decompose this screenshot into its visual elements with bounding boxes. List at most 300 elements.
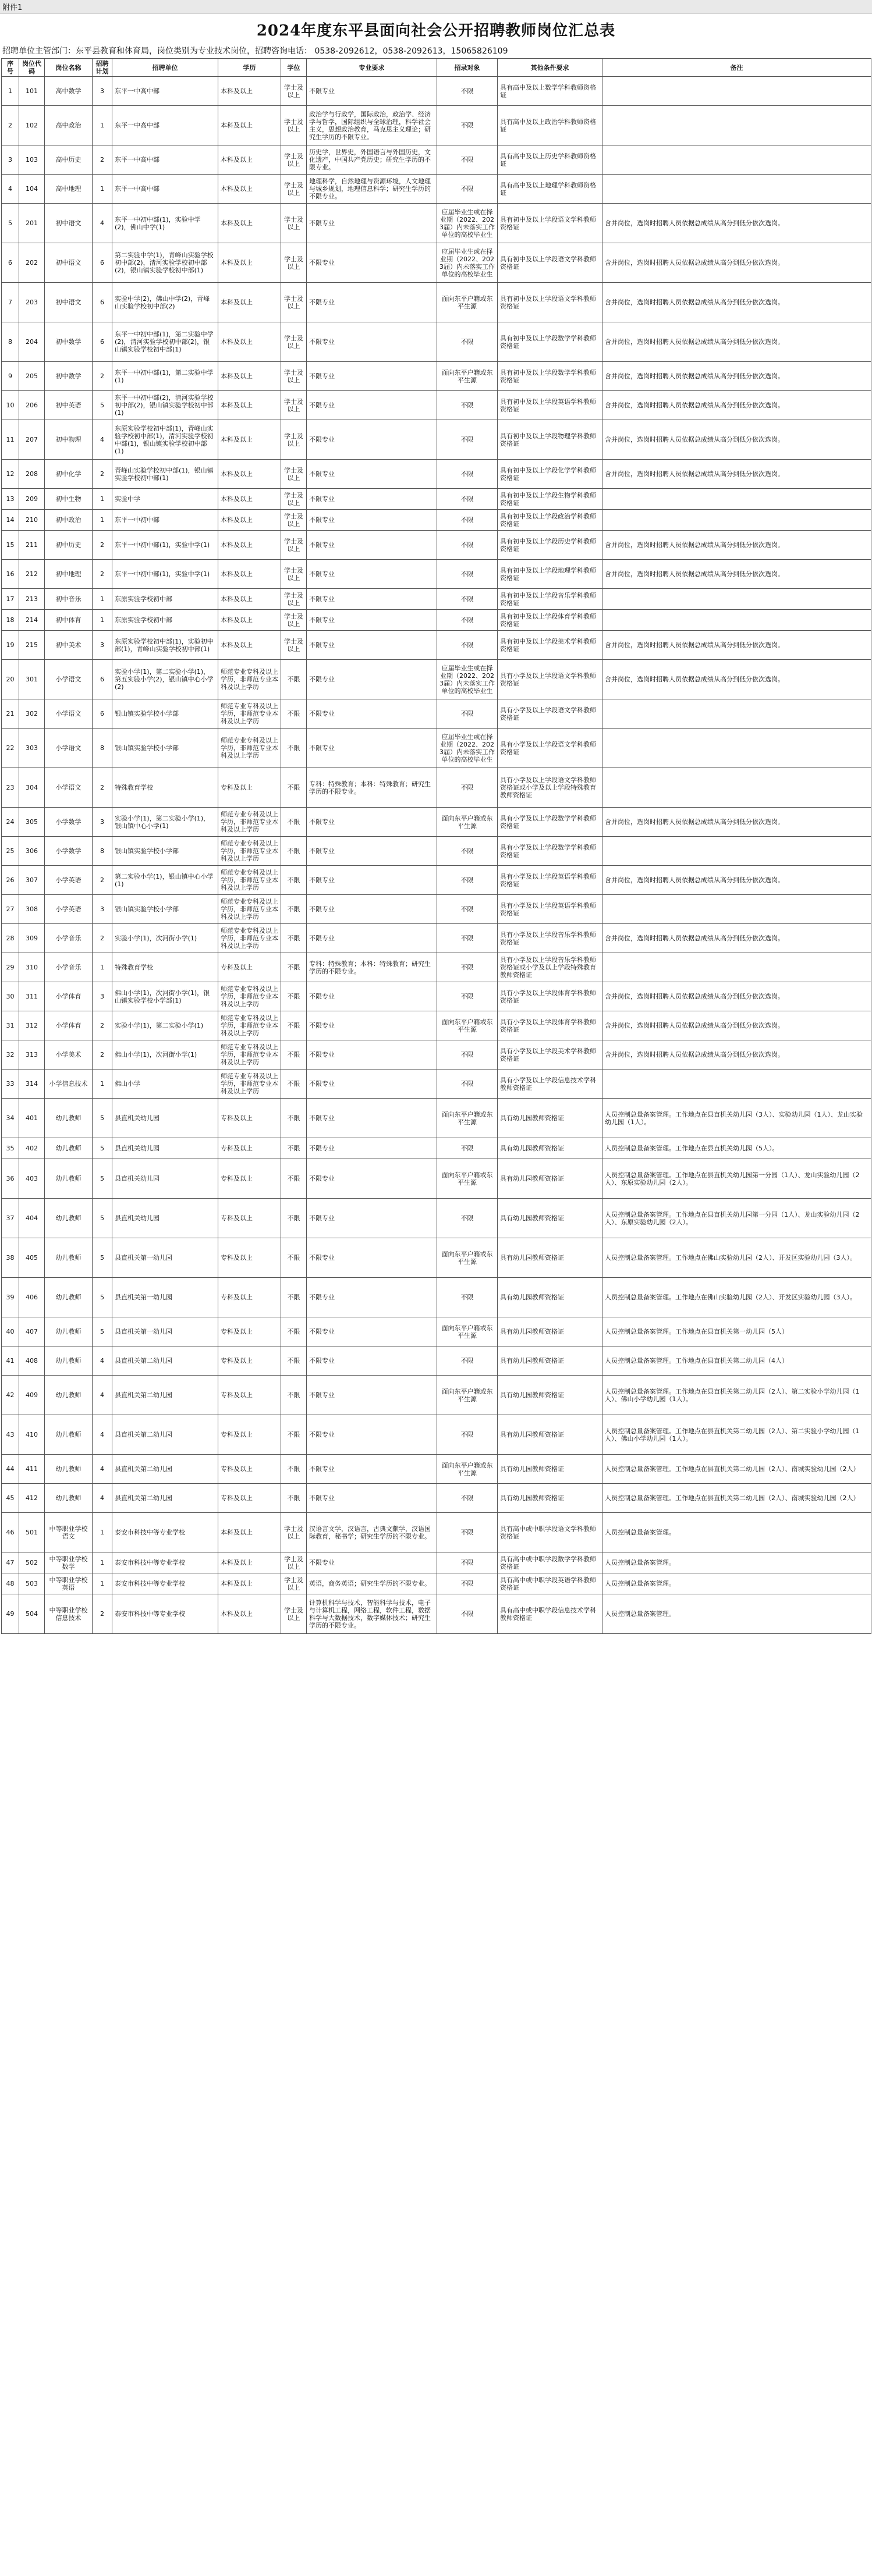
cell-code: 304 (19, 768, 45, 808)
cell-requirements: 具有小学及以上学段信息技术学科教师资格证 (498, 1070, 602, 1099)
cell-requirements: 具有高中及以上地理学科教师资格证 (498, 175, 602, 204)
cell-index: 45 (2, 1484, 19, 1513)
cell-requirements: 具有初中及以上学段数学学科教师资格证 (498, 322, 602, 362)
cell-code: 408 (19, 1346, 45, 1376)
cell-code: 208 (19, 460, 45, 489)
cell-unit: 县直机关第二幼儿园 (112, 1346, 218, 1376)
cell-requirements: 具有小学及以上学段音乐学科教师资格证 (498, 924, 602, 953)
cell-education: 本科及以上 (218, 1552, 281, 1573)
cell-unit: 实验小学(1)，次河街小学(1) (112, 924, 218, 953)
cell-index: 22 (2, 729, 19, 768)
cell-code: 103 (19, 145, 45, 175)
cell-degree: 学士及以上 (281, 1594, 307, 1634)
header-requirements: 其他条件要求 (498, 59, 602, 77)
cell-code: 310 (19, 953, 45, 982)
cell-index: 13 (2, 489, 19, 510)
header-education: 学历 (218, 59, 281, 77)
cell-index: 37 (2, 1199, 19, 1238)
cell-requirements: 具有高中或中职学段英语学科教师资格证 (498, 1573, 602, 1594)
cell-plan: 5 (93, 1099, 112, 1138)
cell-unit: 县直机关幼儿园 (112, 1199, 218, 1238)
cell-remarks: 人员控制总量备案管理。工作地点在县直机关第二幼儿园（2人）、第二实验小学幼儿园（1人）、佛山小学幼儿园（1人）。 (602, 1415, 871, 1455)
table-row (2, 1573, 871, 1594)
cell-major: 不限专业 (307, 489, 437, 510)
cell-position: 初中语文 (45, 243, 93, 283)
cell-education: 本科及以上 (218, 362, 281, 391)
cell-degree: 不限 (281, 1346, 307, 1376)
cell-code: 207 (19, 420, 45, 460)
cell-requirements: 具有幼儿园教师资格证 (498, 1376, 602, 1415)
cell-target: 面向东平户籍或东平生源 (437, 1011, 498, 1040)
cell-major: 不限专业 (307, 631, 437, 660)
cell-degree: 学士及以上 (281, 283, 307, 322)
cell-education: 师范专业专科及以上学历，非师范专业本科及以上学历 (218, 924, 281, 953)
cell-major: 专科：特殊教育；本科：特殊教育；研究生学历的不限专业。 (307, 953, 437, 982)
cell-major: 不限专业 (307, 204, 437, 243)
cell-remarks: 人员控制总量备案管理。工作地点在县直机关第二幼儿园（2人）、第二实验小学幼儿园（1人）、佛山小学幼儿园（1人）。 (602, 1376, 871, 1415)
cell-index: 38 (2, 1238, 19, 1278)
cell-position: 中等职业学校信息技术 (45, 1594, 93, 1634)
cell-degree: 不限 (281, 699, 307, 729)
cell-target: 应届毕业生或在择业期（2022、2023届）内未落实工作单位的高校毕业生 (437, 729, 498, 768)
cell-degree: 学士及以上 (281, 420, 307, 460)
cell-plan: 5 (93, 1278, 112, 1317)
cell-plan: 3 (93, 631, 112, 660)
cell-education: 师范专业专科及以上学历，非师范专业本科及以上学历 (218, 699, 281, 729)
cell-index: 5 (2, 204, 19, 243)
cell-remarks (602, 699, 871, 729)
cell-requirements: 具有幼儿园教师资格证 (498, 1455, 602, 1484)
cell-target: 不限 (437, 1594, 498, 1634)
cell-plan: 2 (93, 560, 112, 589)
cell-major: 不限专业 (307, 531, 437, 560)
cell-plan: 5 (93, 1159, 112, 1199)
cell-requirements: 具有初中及以上学段语文学科教师资格证 (498, 283, 602, 322)
table-row (2, 1317, 871, 1346)
cell-code: 405 (19, 1238, 45, 1278)
cell-remarks: 人员控制总量备案管理。工作地点在县直机关幼儿园第一分园（1人）、龙山实验幼儿园（2人）、东原实验幼儿园（2人）。 (602, 1199, 871, 1238)
table-row (2, 283, 871, 322)
cell-plan: 6 (93, 322, 112, 362)
cell-education: 专科及以上 (218, 1415, 281, 1455)
table-row (2, 531, 871, 560)
cell-remarks: 含并岗位，选岗时招聘人员依据总成绩从高分到低分依次选岗。 (602, 924, 871, 953)
cell-degree: 不限 (281, 1159, 307, 1199)
cell-code: 102 (19, 106, 45, 145)
cell-index: 33 (2, 1070, 19, 1099)
cell-degree: 不限 (281, 1238, 307, 1278)
cell-target: 不限 (437, 1070, 498, 1099)
cell-education: 专科及以上 (218, 1238, 281, 1278)
cell-plan: 6 (93, 660, 112, 699)
cell-index: 7 (2, 283, 19, 322)
cell-position: 幼儿教师 (45, 1138, 93, 1159)
cell-major: 不限专业 (307, 1099, 437, 1138)
cell-target: 面向东平户籍或东平生源 (437, 1099, 498, 1138)
cell-major: 不限专业 (307, 460, 437, 489)
cell-education: 本科及以上 (218, 204, 281, 243)
cell-position: 小学语文 (45, 699, 93, 729)
cell-code: 104 (19, 175, 45, 204)
cell-index: 24 (2, 808, 19, 837)
cell-requirements: 具有高中及以上历史学科教师资格证 (498, 145, 602, 175)
cell-target: 应届毕业生或在择业期（2022、2023届）内未落实工作单位的高校毕业生 (437, 204, 498, 243)
cell-code: 309 (19, 924, 45, 953)
cell-plan: 4 (93, 1346, 112, 1376)
cell-education: 本科及以上 (218, 489, 281, 510)
cell-code: 211 (19, 531, 45, 560)
cell-code: 101 (19, 77, 45, 106)
cell-target: 不限 (437, 531, 498, 560)
cell-major: 不限专业 (307, 420, 437, 460)
cell-position: 小学信息技术 (45, 1070, 93, 1099)
cell-education: 专科及以上 (218, 1099, 281, 1138)
cell-degree: 学士及以上 (281, 77, 307, 106)
cell-remarks: 含并岗位，选岗时招聘人员依据总成绩从高分到低分依次选岗。 (602, 560, 871, 589)
cell-index: 27 (2, 895, 19, 924)
table-row (2, 243, 871, 283)
cell-position: 小学语文 (45, 660, 93, 699)
cell-degree: 学士及以上 (281, 589, 307, 610)
cell-plan: 6 (93, 283, 112, 322)
cell-major: 不限专业 (307, 1238, 437, 1278)
cell-requirements: 具有幼儿园教师资格证 (498, 1317, 602, 1346)
cell-position: 初中语文 (45, 283, 93, 322)
cell-requirements: 具有小学及以上学段体育学科教师资格证 (498, 982, 602, 1011)
cell-requirements: 具有初中及以上学段美术学科教师资格证 (498, 631, 602, 660)
cell-major: 不限专业 (307, 1040, 437, 1070)
cell-target: 不限 (437, 489, 498, 510)
cell-target: 面向东平户籍或东平生源 (437, 1238, 498, 1278)
cell-position: 小学音乐 (45, 924, 93, 953)
cell-education: 本科及以上 (218, 460, 281, 489)
cell-unit: 佛山小学(1)，次河街小学(1) (112, 1040, 218, 1070)
table-row (2, 322, 871, 362)
cell-unit: 佛山小学 (112, 1070, 218, 1099)
table-header-row (2, 59, 871, 77)
cell-education: 本科及以上 (218, 106, 281, 145)
cell-unit: 泰安市科技中等专业学校 (112, 1594, 218, 1634)
header-plan: 招聘计划 (93, 59, 112, 77)
cell-code: 410 (19, 1415, 45, 1455)
cell-index: 14 (2, 510, 19, 531)
cell-target: 不限 (437, 420, 498, 460)
cell-major: 不限专业 (307, 589, 437, 610)
table-row (2, 729, 871, 768)
cell-requirements: 具有幼儿园教师资格证 (498, 1238, 602, 1278)
cell-plan: 1 (93, 589, 112, 610)
cell-degree: 学士及以上 (281, 1573, 307, 1594)
cell-unit: 青峰山实验学校初中部(1)，银山镇实验学校初中部(1) (112, 460, 218, 489)
cell-position: 小学语文 (45, 768, 93, 808)
cell-requirements: 具有初中及以上学段地理学科教师资格证 (498, 560, 602, 589)
cell-remarks (602, 610, 871, 631)
cell-target: 面向东平户籍或东平生源 (437, 362, 498, 391)
page-title: 2024年度东平县面向社会公开招聘教师岗位汇总表 (256, 22, 616, 40)
cell-unit: 实验中学 (112, 489, 218, 510)
cell-remarks: 含并岗位，选岗时招聘人员依据总成绩从高分到低分依次选岗。 (602, 243, 871, 283)
cell-degree: 学士及以上 (281, 362, 307, 391)
cell-degree: 学士及以上 (281, 1513, 307, 1552)
cell-plan: 1 (93, 953, 112, 982)
cell-index: 2 (2, 106, 19, 145)
cell-code: 210 (19, 510, 45, 531)
cell-plan: 2 (93, 924, 112, 953)
cell-degree: 不限 (281, 768, 307, 808)
cell-degree: 学士及以上 (281, 204, 307, 243)
cell-education: 本科及以上 (218, 322, 281, 362)
table-row (2, 1040, 871, 1070)
cell-remarks: 含并岗位，选岗时招聘人员依据总成绩从高分到低分依次选岗。 (602, 204, 871, 243)
cell-education: 师范专业专科及以上学历，非师范专业本科及以上学历 (218, 1070, 281, 1099)
cell-education: 本科及以上 (218, 510, 281, 531)
header-target: 招录对象 (437, 59, 498, 77)
cell-index: 9 (2, 362, 19, 391)
cell-remarks: 人员控制总量备案管理。工作地点在佛山实验幼儿园（2人）、开发区实验幼儿园（3人）。 (602, 1278, 871, 1317)
cell-major: 不限专业 (307, 243, 437, 283)
cell-major: 不限专业 (307, 1346, 437, 1376)
cell-position: 小学英语 (45, 866, 93, 895)
cell-education: 师范专业专科及以上学历，非师范专业本科及以上学历 (218, 729, 281, 768)
cell-position: 初中英语 (45, 391, 93, 420)
cell-remarks: 含并岗位，选岗时招聘人员依据总成绩从高分到低分依次选岗。 (602, 1040, 871, 1070)
cell-code: 403 (19, 1159, 45, 1199)
cell-target: 不限 (437, 924, 498, 953)
cell-unit: 实验中学(2)，佛山中学(2)，青峰山实验学校初中部(2) (112, 283, 218, 322)
cell-remarks (602, 953, 871, 982)
cell-remarks: 人员控制总量备案管理。工作地点在佛山实验幼儿园（2人）、开发区实验幼儿园（3人）。 (602, 1238, 871, 1278)
cell-index: 48 (2, 1573, 19, 1594)
cell-requirements: 具有初中及以上学段物理学科教师资格证 (498, 420, 602, 460)
cell-index: 43 (2, 1415, 19, 1455)
cell-index: 10 (2, 391, 19, 420)
cell-remarks (602, 106, 871, 145)
cell-plan: 4 (93, 204, 112, 243)
cell-index: 4 (2, 175, 19, 204)
cell-unit: 泰安市科技中等专业学校 (112, 1513, 218, 1552)
cell-plan: 1 (93, 106, 112, 145)
cell-major: 计算机科学与技术，智能科学与技术，电子与计算机工程，网络工程，软件工程，数据科学与大数据技术，数字媒体技术；研究生学历的不限专业。 (307, 1594, 437, 1634)
cell-requirements: 具有初中及以上学段语文学科教师资格证 (498, 243, 602, 283)
cell-index: 3 (2, 145, 19, 175)
cell-degree: 学士及以上 (281, 391, 307, 420)
table-row (2, 1199, 871, 1238)
table-row (2, 837, 871, 866)
cell-plan: 2 (93, 1040, 112, 1070)
cell-unit: 县直机关幼儿园 (112, 1159, 218, 1199)
cell-plan: 2 (93, 460, 112, 489)
table-row (2, 768, 871, 808)
cell-unit: 泰安市科技中等专业学校 (112, 1552, 218, 1573)
cell-remarks: 含并岗位，选岗时招聘人员依据总成绩从高分到低分依次选岗。 (602, 982, 871, 1011)
cell-position: 幼儿教师 (45, 1317, 93, 1346)
cell-degree: 学士及以上 (281, 145, 307, 175)
cell-degree: 不限 (281, 866, 307, 895)
cell-major: 不限专业 (307, 699, 437, 729)
cell-position: 初中数学 (45, 322, 93, 362)
cell-education: 本科及以上 (218, 283, 281, 322)
cell-unit: 银山镇实验学校小学部 (112, 699, 218, 729)
cell-remarks: 人员控制总量备案管理。工作地点在县直机关第二幼儿园（2人）、南城实验幼儿园（2人） (602, 1455, 871, 1484)
cell-requirements: 具有幼儿园教师资格证 (498, 1346, 602, 1376)
header-index: 序号 (2, 59, 19, 77)
cell-degree: 学士及以上 (281, 560, 307, 589)
cell-index: 21 (2, 699, 19, 729)
cell-code: 312 (19, 1011, 45, 1040)
cell-code: 201 (19, 204, 45, 243)
cell-target: 不限 (437, 1199, 498, 1238)
cell-degree: 学士及以上 (281, 489, 307, 510)
cell-requirements: 具有小学及以上学段数学学科教师资格证 (498, 808, 602, 837)
cell-target: 不限 (437, 1484, 498, 1513)
table-row (2, 866, 871, 895)
table-row (2, 460, 871, 489)
cell-index: 39 (2, 1278, 19, 1317)
cell-unit: 县直机关幼儿园 (112, 1099, 218, 1138)
cell-unit: 东平一中初中部 (112, 510, 218, 531)
cell-requirements: 具有初中及以上学段生物学科教师资格证 (498, 489, 602, 510)
cell-requirements: 具有小学及以上学段语文学科教师资格证或小学及以上学段特殊教育教师资格证 (498, 768, 602, 808)
table-row (2, 924, 871, 953)
cell-position: 小学体育 (45, 982, 93, 1011)
cell-degree: 不限 (281, 953, 307, 982)
cell-major: 不限专业 (307, 1159, 437, 1199)
cell-target: 不限 (437, 589, 498, 610)
cell-code: 501 (19, 1513, 45, 1552)
cell-position: 初中美术 (45, 631, 93, 660)
header-degree: 学位 (281, 59, 307, 77)
table-row (2, 1138, 871, 1159)
cell-degree: 不限 (281, 1099, 307, 1138)
table-row (2, 420, 871, 460)
cell-target: 面向东平户籍或东平生源 (437, 283, 498, 322)
cell-unit: 实验小学(1)，第二实验小学(1)，第五实验小学(2)，银山镇中心小学(2) (112, 660, 218, 699)
cell-degree: 学士及以上 (281, 106, 307, 145)
cell-unit: 东平一中初中部(1)，实验中学(1) (112, 531, 218, 560)
cell-degree: 不限 (281, 1484, 307, 1513)
cell-unit: 实验小学(1)，第二实验小学(1) (112, 1011, 218, 1040)
cell-education: 专科及以上 (218, 1455, 281, 1484)
cell-requirements: 具有高中或中职学段数学学科教师资格证 (498, 1552, 602, 1573)
table-row (2, 1484, 871, 1513)
cell-plan: 2 (93, 531, 112, 560)
cell-major: 地理科学，自然地理与资源环境，人文地理与城乡规划，地理信息科学；研究生学历的不限专业。 (307, 175, 437, 204)
cell-remarks: 人员控制总量备案管理。工作地点在县直机关第一幼儿园（5人） (602, 1317, 871, 1346)
cell-index: 40 (2, 1317, 19, 1346)
table-row (2, 953, 871, 982)
sheet-tab-bar (0, 0, 872, 14)
cell-major: 不限专业 (307, 1376, 437, 1415)
cell-index: 19 (2, 631, 19, 660)
cell-degree: 学士及以上 (281, 175, 307, 204)
cell-major: 不限专业 (307, 1317, 437, 1346)
cell-target: 不限 (437, 175, 498, 204)
cell-position: 幼儿教师 (45, 1376, 93, 1415)
cell-degree: 不限 (281, 924, 307, 953)
cell-unit: 特殊教育学校 (112, 768, 218, 808)
cell-index: 16 (2, 560, 19, 589)
header-position: 岗位名称 (45, 59, 93, 77)
cell-code: 504 (19, 1594, 45, 1634)
cell-target: 不限 (437, 322, 498, 362)
cell-position: 初中音乐 (45, 589, 93, 610)
cell-target: 不限 (437, 768, 498, 808)
cell-position: 中等职业学校语文 (45, 1513, 93, 1552)
cell-degree: 不限 (281, 1317, 307, 1346)
positions-table (1, 58, 871, 1634)
cell-major: 不限专业 (307, 1278, 437, 1317)
cell-degree: 不限 (281, 895, 307, 924)
cell-remarks: 含并岗位，选岗时招聘人员依据总成绩从高分到低分依次选岗。 (602, 631, 871, 660)
cell-education: 专科及以上 (218, 953, 281, 982)
cell-code: 412 (19, 1484, 45, 1513)
cell-index: 12 (2, 460, 19, 489)
cell-index: 1 (2, 77, 19, 106)
cell-target: 不限 (437, 1138, 498, 1159)
cell-education: 本科及以上 (218, 631, 281, 660)
cell-target: 不限 (437, 560, 498, 589)
cell-code: 411 (19, 1455, 45, 1484)
table-row (2, 982, 871, 1011)
table-row (2, 1099, 871, 1138)
cell-position: 初中语文 (45, 204, 93, 243)
cell-major: 不限专业 (307, 866, 437, 895)
cell-unit: 实验小学(1)，第二实验小学(1)，银山镇中心小学(1) (112, 808, 218, 837)
table-row (2, 1552, 871, 1573)
cell-target: 不限 (437, 510, 498, 531)
cell-plan: 3 (93, 982, 112, 1011)
cell-requirements: 具有小学及以上学段语文学科教师资格证 (498, 729, 602, 768)
cell-index: 34 (2, 1099, 19, 1138)
cell-major: 不限专业 (307, 729, 437, 768)
cell-unit: 特殊教育学校 (112, 953, 218, 982)
cell-education: 专科及以上 (218, 1159, 281, 1199)
cell-major: 不限专业 (307, 1552, 437, 1573)
table-row (2, 1011, 871, 1040)
cell-unit: 银山镇实验学校小学部 (112, 895, 218, 924)
cell-position: 高中政治 (45, 106, 93, 145)
cell-requirements: 具有小学及以上学段美术学科教师资格证 (498, 1040, 602, 1070)
cell-index: 44 (2, 1455, 19, 1484)
cell-education: 师范专业专科及以上学历，非师范专业本科及以上学历 (218, 1011, 281, 1040)
cell-target: 不限 (437, 895, 498, 924)
cell-remarks: 含并岗位，选岗时招聘人员依据总成绩从高分到低分依次选岗。 (602, 420, 871, 460)
cell-plan: 4 (93, 1376, 112, 1415)
cell-position: 幼儿教师 (45, 1159, 93, 1199)
cell-target: 不限 (437, 837, 498, 866)
cell-position: 初中政治 (45, 510, 93, 531)
sheet-tab-label[interactable]: 附件1 (2, 3, 23, 12)
cell-remarks: 人员控制总量备案管理。工作地点在县直机关第二幼儿园（4人） (602, 1346, 871, 1376)
cell-requirements: 具有高中或中职学段语文学科教师资格证 (498, 1513, 602, 1552)
cell-major: 不限专业 (307, 560, 437, 589)
table-row (2, 204, 871, 243)
table-row (2, 489, 871, 510)
cell-index: 15 (2, 531, 19, 560)
cell-unit: 县直机关幼儿园 (112, 1138, 218, 1159)
cell-target: 不限 (437, 610, 498, 631)
cell-target: 面向东平户籍或东平生源 (437, 1455, 498, 1484)
table-row (2, 1513, 871, 1552)
cell-major: 不限专业 (307, 808, 437, 837)
cell-target: 不限 (437, 1415, 498, 1455)
cell-remarks (602, 768, 871, 808)
cell-plan: 2 (93, 1594, 112, 1634)
cell-degree: 学士及以上 (281, 631, 307, 660)
cell-code: 306 (19, 837, 45, 866)
cell-code: 213 (19, 589, 45, 610)
cell-plan: 2 (93, 866, 112, 895)
